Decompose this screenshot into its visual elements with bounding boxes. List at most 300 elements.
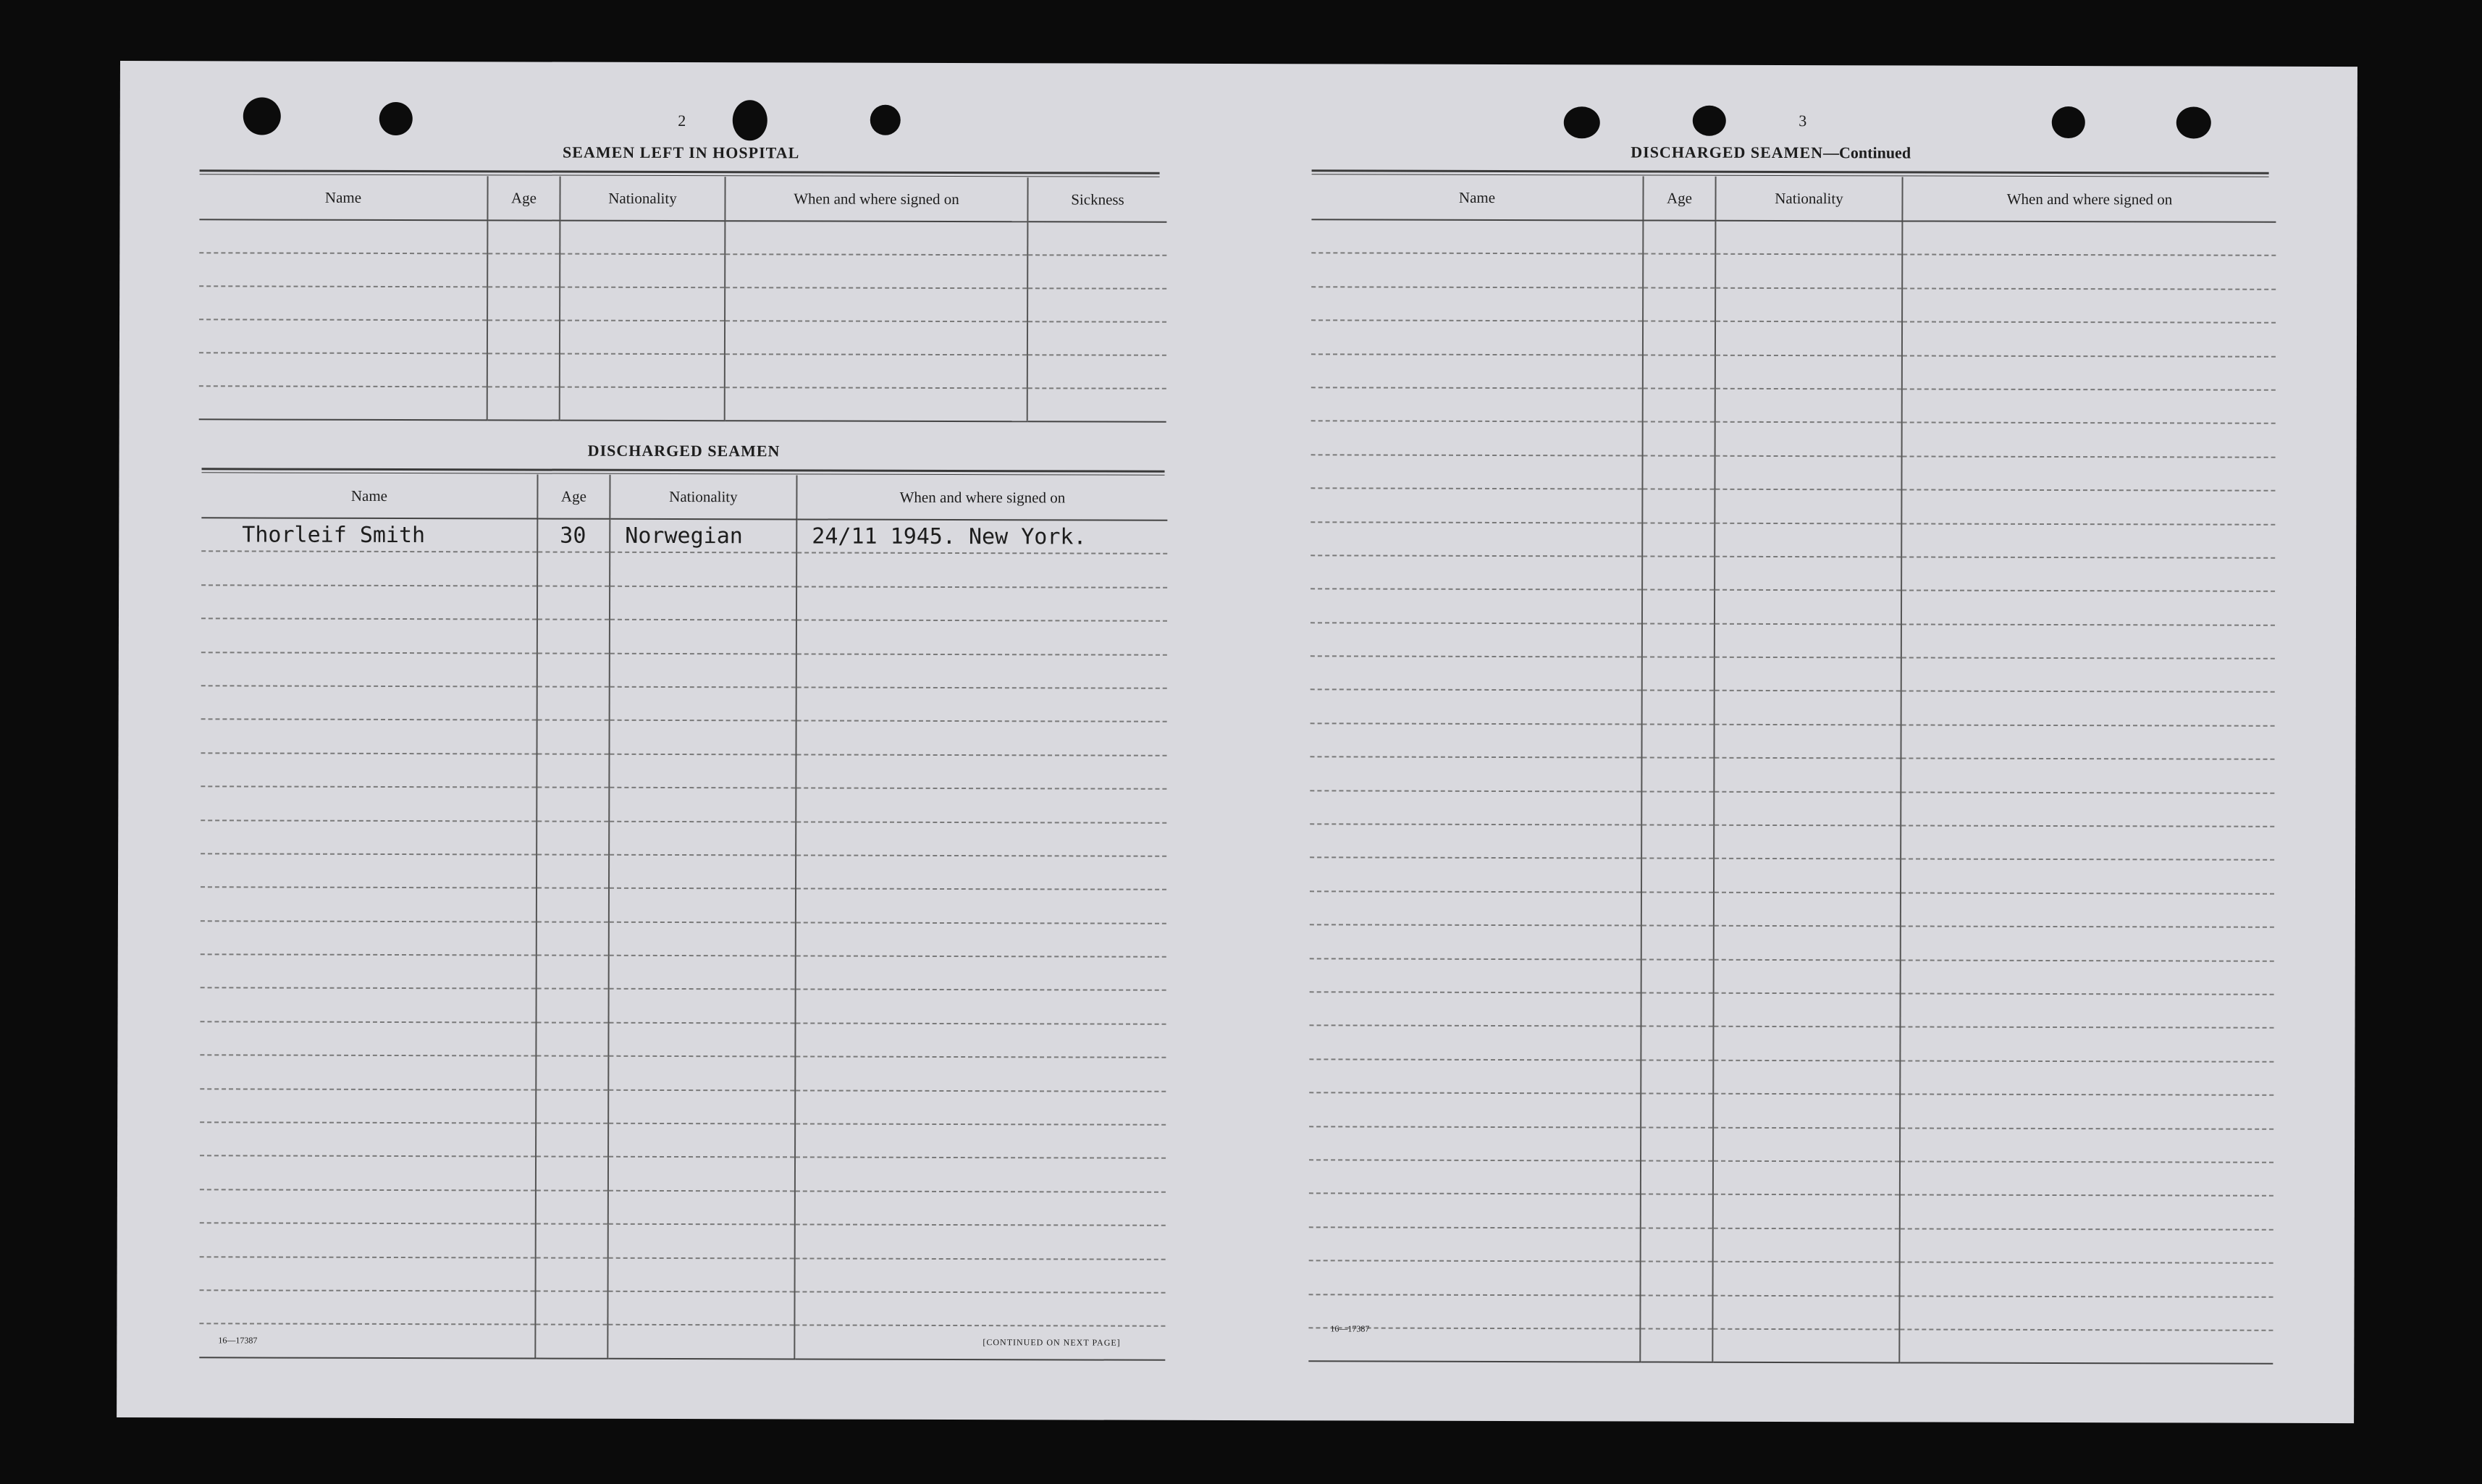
blank-cell [1902, 221, 2276, 256]
table-row [1311, 623, 2275, 659]
table-row [201, 652, 1167, 688]
blank-cell [608, 1089, 795, 1123]
blank-cell [560, 287, 725, 321]
blank-cell [1901, 993, 2274, 1028]
blank-cell [1027, 222, 1166, 256]
column-header-name: Name [201, 473, 537, 518]
blank-cell [1901, 624, 2275, 659]
blank-cell [201, 786, 537, 821]
cell-signed_on: 24/11 1945. New York. [796, 519, 1167, 554]
cell-nationality: Norwegian [610, 519, 796, 553]
blank-cell [487, 220, 560, 253]
blank-cell [1311, 656, 1642, 691]
table-row [1310, 858, 2274, 894]
blank-cell [1902, 255, 2276, 290]
blank-cell [1310, 824, 1641, 859]
blank-cell [608, 1191, 795, 1225]
blank-cell [199, 319, 487, 353]
blank-cell [1641, 892, 1714, 926]
continued-header-row [1311, 175, 2276, 222]
blank-cell [609, 922, 796, 956]
table-row [1311, 253, 2276, 290]
table-row [1311, 589, 2275, 625]
blank-cell [1310, 858, 1641, 893]
table-row [1310, 791, 2274, 827]
blank-cell [796, 721, 1166, 756]
blank-cell [796, 822, 1166, 856]
blank-cell [199, 353, 487, 387]
blank-cell [1715, 523, 1901, 557]
table-row [201, 686, 1167, 722]
blank-cell [537, 989, 609, 1023]
blank-cell [1309, 1227, 1641, 1262]
blank-cell [201, 652, 537, 687]
blank-cell [1715, 288, 1902, 322]
blank-cell [536, 1157, 608, 1191]
blank-cell [1309, 1260, 1641, 1295]
table-row [201, 988, 1166, 1024]
table-row [201, 585, 1167, 621]
table-row [200, 1021, 1166, 1058]
blank-cell [1641, 1026, 1713, 1061]
blank-cell [1712, 1295, 1899, 1329]
blank-cell [1311, 455, 1642, 489]
table-row [199, 1290, 1165, 1326]
table-row [1309, 1092, 2273, 1129]
blank-cell [1311, 623, 1642, 657]
column-header-age: Age [1643, 177, 1715, 221]
punch-hole [2052, 106, 2085, 138]
column-header-when-and-where-signed-on: When and where signed on [1902, 177, 2276, 222]
blank-cell [535, 1325, 607, 1359]
punch-hole [1564, 106, 1600, 138]
hospital-header-row [199, 175, 1166, 222]
blank-cell [725, 354, 1027, 388]
blank-cell [537, 653, 610, 687]
blank-cell [200, 1189, 536, 1224]
blank-cell [1027, 388, 1166, 422]
blank-cell [607, 1325, 794, 1359]
blank-cell [609, 754, 796, 788]
blank-cell [537, 854, 609, 888]
punch-hole [243, 97, 281, 135]
blank-cell [1311, 421, 1643, 456]
blank-cell [1714, 725, 1901, 759]
blank-cell [607, 1291, 794, 1325]
blank-cell [536, 1224, 608, 1258]
blank-cell [200, 1257, 536, 1291]
blank-cell [796, 855, 1166, 890]
blank-cell [1902, 355, 2276, 390]
table-row [199, 253, 1166, 288]
blank-cell [1902, 288, 2276, 323]
blank-cell [1902, 322, 2276, 357]
blank-cell [1027, 255, 1166, 289]
table-row [200, 1055, 1166, 1092]
blank-cell [1641, 724, 1714, 758]
blank-cell [1901, 759, 2274, 793]
column-header-nationality: Nationality [560, 177, 725, 222]
blank-cell [199, 386, 487, 420]
table-row [1311, 320, 2276, 356]
table-row [1309, 1194, 2273, 1230]
blank-cell [1901, 456, 2275, 491]
blank-cell [1027, 321, 1166, 355]
blank-cell [725, 321, 1027, 355]
blank-cell [796, 956, 1166, 991]
blank-cell [609, 821, 796, 855]
blank-cell [536, 1123, 608, 1158]
table-row [200, 1223, 1166, 1259]
table-row [201, 786, 1166, 822]
blank-cell [1641, 1160, 1713, 1194]
continued-section-title [1597, 143, 1945, 162]
blank-cell [1311, 555, 1642, 590]
blank-cell [1310, 757, 1641, 792]
blank-cell [537, 720, 609, 754]
blank-cell [795, 1090, 1166, 1125]
table-row [1309, 1260, 2273, 1297]
blank-cell [1714, 926, 1901, 960]
blank-cell [1715, 422, 1902, 456]
blank-cell [1900, 1228, 2273, 1263]
blank-cell [1900, 1262, 2273, 1297]
blank-cell [1899, 1329, 2273, 1364]
blank-cell [537, 586, 610, 620]
column-header-age: Age [487, 176, 560, 220]
blank-cell [1641, 758, 1714, 792]
blank-cell [560, 387, 725, 421]
blank-cell [1641, 1262, 1713, 1296]
blank-cell [1901, 960, 2274, 995]
blank-cell [1901, 825, 2274, 860]
blank-cell [1643, 422, 1715, 456]
blank-cell [610, 620, 796, 654]
blank-cell [1714, 791, 1901, 825]
table-row [1310, 723, 2274, 759]
blank-cell [201, 753, 537, 788]
table-row [1311, 287, 2276, 323]
table-row [199, 219, 1166, 255]
blank-cell [537, 956, 609, 990]
blank-cell [1715, 691, 1901, 725]
table-row [1311, 421, 2276, 458]
discharged-table [199, 473, 1167, 1360]
blank-cell [201, 720, 537, 754]
blank-cell [1715, 623, 1901, 657]
blank-cell [1902, 423, 2276, 458]
blank-cell [609, 788, 796, 822]
blank-cell [199, 1290, 535, 1325]
table-row [1308, 1328, 2273, 1364]
blank-cell [796, 889, 1166, 924]
blank-cell [1641, 926, 1714, 960]
blank-cell [1713, 1194, 1900, 1228]
blank-cell [1900, 1027, 2273, 1062]
blank-cell [796, 586, 1167, 621]
blank-cell [1712, 1329, 1899, 1363]
blank-cell [795, 1123, 1166, 1158]
table-row [1311, 387, 2276, 423]
continued-title-text: DISCHARGED SEAMEN [1631, 143, 1824, 162]
blank-cell [1643, 355, 1715, 389]
table-row [199, 386, 1166, 421]
blank-cell [1310, 891, 1641, 926]
table-row [201, 552, 1167, 588]
blank-cell [1641, 1060, 1713, 1094]
blank-cell [1713, 1026, 1900, 1061]
blank-cell [609, 855, 796, 889]
blank-cell [1310, 791, 1641, 825]
blank-cell [1901, 893, 2274, 927]
blank-cell [1901, 523, 2275, 558]
table-row [201, 888, 1166, 924]
hospital-table [199, 175, 1167, 422]
discharged-section-title: DISCHARGED SEAMEN [587, 441, 781, 460]
table-row [201, 853, 1166, 890]
blank-cell [537, 620, 610, 654]
blank-cell [1309, 1059, 1641, 1094]
column-header-nationality: Nationality [1715, 177, 1902, 222]
blank-cell [608, 1224, 795, 1258]
blank-cell [1311, 354, 1643, 389]
blank-cell [560, 254, 725, 288]
table-row [200, 1257, 1166, 1293]
table-row [200, 1122, 1166, 1158]
blank-cell [1027, 288, 1166, 322]
column-header-when-and-where-signed-on: When and where signed on [796, 475, 1167, 520]
punch-hole [1693, 106, 1726, 136]
blank-cell [201, 585, 537, 620]
table-row [201, 820, 1166, 856]
blank-cell [608, 1157, 795, 1191]
blank-cell [1642, 590, 1715, 624]
blank-cell [1713, 1127, 1900, 1161]
continued-body [1308, 219, 2276, 1364]
blank-cell [610, 687, 796, 721]
blank-cell [1640, 1295, 1712, 1329]
blank-cell [1714, 959, 1901, 993]
blank-cell [1714, 825, 1901, 859]
blank-cell [536, 1022, 608, 1056]
table-row [1310, 925, 2274, 961]
table-row [201, 921, 1166, 957]
blank-cell [1715, 590, 1901, 624]
blank-cell [537, 552, 610, 586]
blank-cell [560, 221, 725, 255]
blank-cell [1900, 1161, 2273, 1196]
blank-cell [1642, 556, 1715, 590]
blank-cell [1027, 355, 1166, 389]
blank-cell [1311, 522, 1642, 557]
blank-cell [1309, 1026, 1641, 1061]
column-header-nationality: Nationality [610, 475, 796, 520]
blank-cell [1641, 825, 1714, 859]
blank-cell [1714, 758, 1901, 792]
blank-cell [1311, 219, 1643, 254]
blank-cell [201, 954, 537, 989]
blank-cell [200, 1156, 536, 1191]
blank-cell [610, 586, 796, 620]
blank-cell [1641, 959, 1714, 993]
blank-cell [1642, 623, 1715, 657]
blank-cell [1311, 253, 1643, 288]
blank-cell [1311, 320, 1643, 355]
table-row [1311, 488, 2275, 524]
blank-cell [1900, 1061, 2273, 1095]
blank-cell [1715, 557, 1901, 591]
right-page-number: 3 [1799, 111, 1807, 130]
blank-cell [1642, 489, 1715, 523]
blank-cell [1901, 725, 2274, 759]
blank-cell [560, 354, 725, 388]
continued-title-suffix: —Continued [1823, 143, 1911, 162]
blank-cell [536, 1056, 608, 1090]
blank-cell [1642, 657, 1715, 691]
blank-cell [1311, 287, 1643, 321]
blank-cell [725, 387, 1027, 421]
blank-cell [1713, 1061, 1900, 1095]
discharged-body [199, 518, 1167, 1359]
blank-cell [796, 990, 1166, 1024]
blank-cell [795, 1191, 1166, 1226]
table-row [1310, 824, 2274, 860]
blank-cell [200, 1055, 536, 1090]
blank-cell [1643, 221, 1715, 255]
blank-cell [199, 286, 487, 320]
blank-cell [560, 321, 725, 355]
blank-cell [1642, 455, 1715, 489]
blank-cell [487, 287, 560, 320]
blank-cell [1901, 658, 2275, 693]
blank-cell [1901, 792, 2274, 827]
blank-cell [1899, 1296, 2273, 1331]
continued-note: [CONTINUED ON NEXT PAGE] [983, 1337, 1121, 1348]
blank-cell [794, 1291, 1165, 1326]
blank-cell [537, 821, 609, 855]
table-row [1311, 219, 2276, 256]
blank-cell [1715, 355, 1902, 389]
punch-hole [379, 102, 413, 135]
column-header-when-and-where-signed-on: When and where signed on [725, 177, 1027, 222]
blank-cell [1641, 1194, 1713, 1228]
blank-cell [1715, 489, 1901, 523]
blank-cell [201, 921, 537, 956]
blank-cell [725, 254, 1027, 288]
table-row [1309, 1227, 2273, 1263]
discharged-header-row [201, 473, 1167, 520]
blank-cell [536, 1257, 608, 1291]
blank-cell [1713, 1161, 1900, 1195]
cell-name: Thorleif Smith [201, 518, 537, 552]
blank-cell [1713, 1094, 1900, 1128]
blank-cell [536, 1089, 608, 1123]
blank-cell [608, 1123, 795, 1158]
blank-cell [1715, 321, 1902, 355]
right-form-number: 16—17387 [1330, 1323, 1370, 1334]
blank-cell [1641, 1228, 1713, 1262]
table-row [1310, 958, 2274, 995]
table-row [200, 1156, 1166, 1192]
blank-cell [1901, 859, 2274, 894]
table-row [1311, 522, 2275, 558]
blank-cell [609, 888, 796, 922]
blank-cell [796, 788, 1166, 823]
table-row [1310, 992, 2274, 1028]
table-row [201, 753, 1166, 789]
table-row [1311, 354, 2276, 390]
left-page-number: 2 [678, 111, 686, 130]
blank-cell [725, 287, 1027, 321]
table-row [199, 353, 1166, 388]
blank-cell [1641, 859, 1714, 893]
hospital-section-title: SEAMEN LEFT IN HOSPITAL [563, 143, 800, 162]
blank-cell [609, 956, 796, 990]
blank-cell [795, 1158, 1166, 1192]
blank-cell [796, 553, 1167, 588]
blank-cell [200, 1021, 536, 1056]
table-row [1309, 1126, 2273, 1163]
column-header-name: Name [199, 175, 487, 220]
blank-cell [1311, 387, 1643, 422]
blank-cell [1715, 389, 1902, 423]
blank-cell [1310, 992, 1641, 1026]
blank-cell [1900, 1128, 2273, 1163]
blank-cell [1714, 893, 1901, 927]
blank-cell [1311, 488, 1642, 523]
blank-cell [537, 788, 609, 822]
blank-cell [609, 989, 796, 1023]
blank-cell [537, 922, 609, 956]
left-form-number: 16—17387 [218, 1335, 258, 1346]
table-row [1309, 1160, 2273, 1196]
blank-cell [487, 253, 560, 287]
blank-cell [1900, 1195, 2273, 1230]
blank-cell [1900, 1095, 2273, 1129]
blank-cell [487, 320, 560, 353]
blank-cell [487, 387, 560, 420]
document-sheet [117, 61, 2357, 1423]
blank-cell [1713, 1262, 1900, 1296]
punch-hole [870, 105, 901, 135]
table-row [201, 954, 1166, 990]
blank-cell [609, 720, 796, 754]
table-row [1311, 455, 2275, 491]
blank-cell [1643, 388, 1715, 422]
blank-cell [795, 1225, 1166, 1260]
blank-cell [610, 653, 796, 687]
blank-cell [1309, 1160, 1641, 1194]
blank-cell [1714, 859, 1901, 893]
column-header-sickness: Sickness [1027, 177, 1166, 222]
cell-age: 30 [537, 519, 610, 553]
blank-cell [201, 618, 537, 653]
blank-cell [487, 353, 560, 387]
table-row [1310, 757, 2274, 793]
column-header-name: Name [1311, 175, 1643, 220]
blank-cell [608, 1257, 795, 1291]
blank-cell [201, 686, 537, 720]
blank-cell [1713, 1228, 1900, 1262]
punch-hole [733, 100, 767, 140]
table-row [1310, 891, 2274, 927]
blank-cell [795, 1023, 1166, 1058]
blank-cell [1901, 691, 2275, 726]
continued-table [1308, 175, 2276, 1365]
table-row [201, 618, 1167, 654]
table-row [199, 286, 1166, 321]
hospital-body [199, 219, 1167, 421]
